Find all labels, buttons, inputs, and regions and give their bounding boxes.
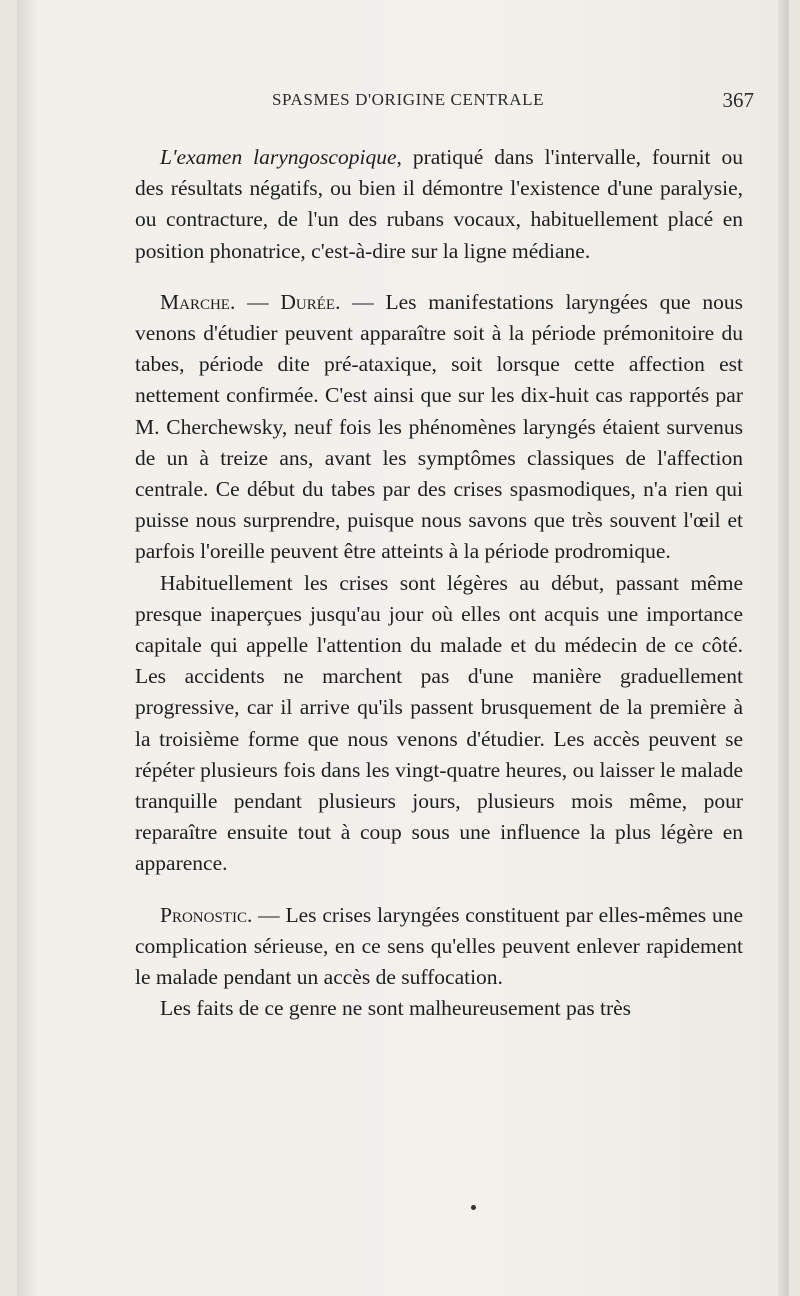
body-text [135,142,743,1024]
paragraph-habituellement [135,568,743,880]
paragraph-text: Les faits de ce genre ne sont malheureusement pas très [160,996,632,1021]
heading-separator: — [252,902,286,927]
page-edge [778,0,788,1296]
paragraph-text: Habituellement les crises sont légères au début, passant même presque inaperçues jusqu'au jour où elles ont acquis une importance capitale qui appelle l'attention du malade et du médecin de ce côté. Les accidents ne marchent pas d'une manière graduellement progressive, car il arrive qu'ils passent brusquement de la première à la troisième forme que nous venons d'étudier. Les accès peuvent se répéter plusieurs fois dans les vingt-quatre heures, ou laisser le malade tranquille pendant plusieurs jours, plusieurs mois même, pour reparaître ensuite tout à coup sous une influence la plus légère en apparence. [135,570,743,876]
section-heading-duree: Durée. [280,289,341,314]
page-header [114,88,754,118]
section-heading-pronostic: Pronostic. [160,902,253,927]
paragraph-laryngoscopic-exam [135,142,743,267]
book-page [18,0,788,1296]
section-heading-marche: Marche. [160,289,236,314]
paragraph-text: Les crises laryngées constituent par elles-mêmes une complication sérieuse, en ce sens qu'elles peuvent enlever rapidement le malade pendant un accès de suffocation. [135,902,743,990]
paragraph-lead: L'examen laryngoscopique [160,145,397,169]
paragraph-pronostic [135,900,743,994]
ink-dot [471,1205,476,1210]
paragraph-text: Les manifestations laryngées que nous venons d'étudier peuvent apparaître soit à la période prémonitoire du tabes, période dite pré-ataxique, soit lorsque cette affection est nettement confirmée. C'est ainsi que sur les dix-huit cas rapportés par M. Cherchewsky, neuf fois les phénomènes laryngés étaient survenus de un à treize ans, avant les symptômes classiques de l'affection centrale. Ce début du tabes par des crises spasmodiques, n'a rien qui puisse nous surprendre, puisque nous savons que très souvent l'œil et parfois l'oreille peuvent être atteints à la période prodromique. [135,289,744,564]
paragraph-les-faits [135,993,743,1024]
paragraph-text: , pratiqué dans l'intervalle, fournit ou des résultats négatifs, ou bien il démontre l'existence d'une paralysie, ou contracture, de l'un des rubans vocaux, habituellement placé en position phonatrice, c'est-à-dire sur la ligne médiane. [135,145,743,263]
heading-separator: — [235,289,281,314]
heading-separator: — [340,289,386,314]
running-head: SPASMES D'ORIGINE CENTRALE [272,90,545,109]
page-number: 367 [722,88,754,112]
paragraph-marche-duree [135,287,743,568]
